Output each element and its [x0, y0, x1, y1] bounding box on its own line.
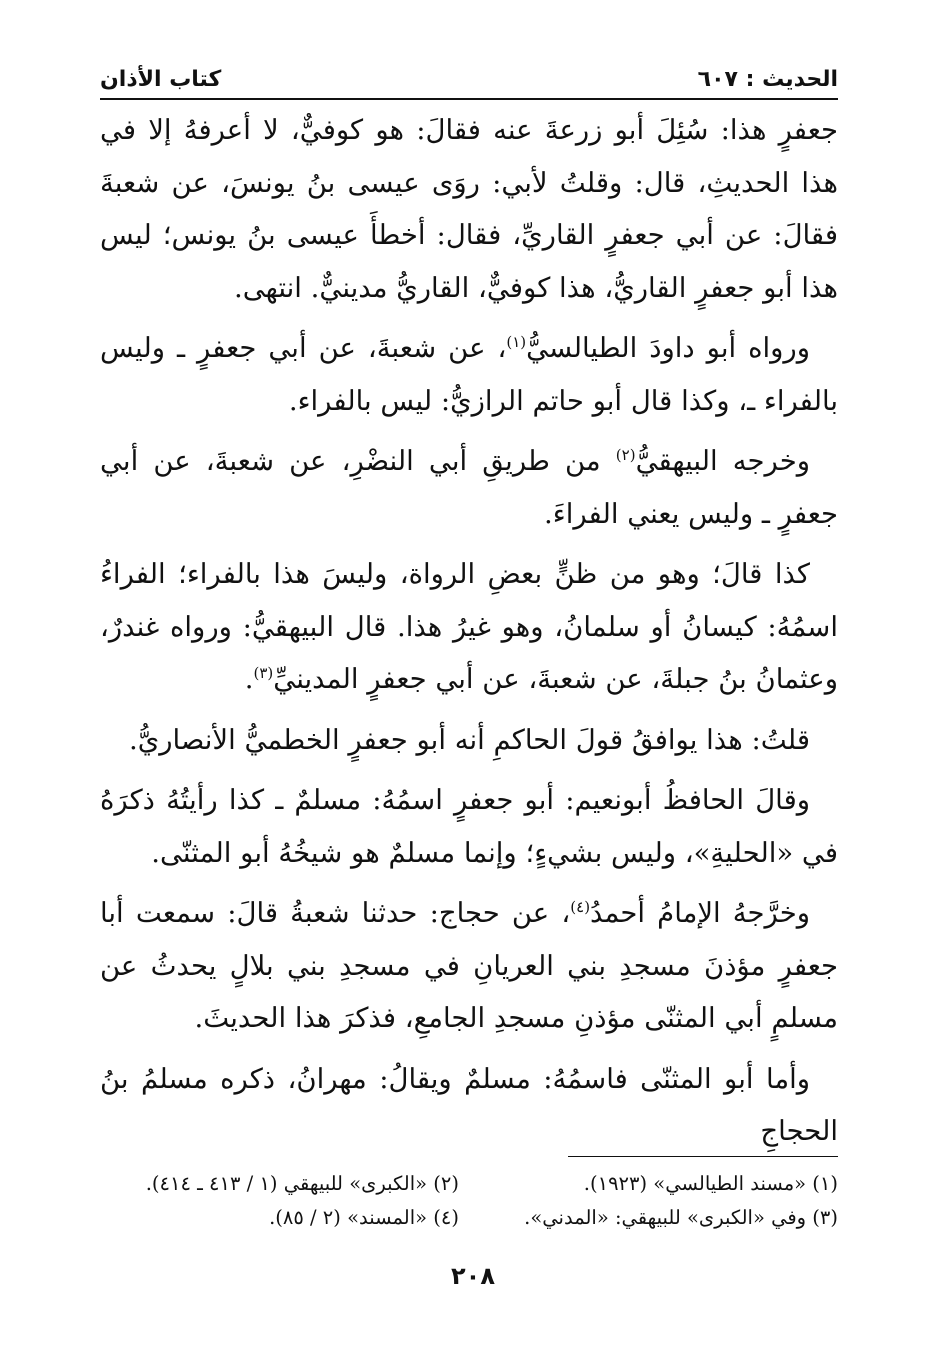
- hadith-number: الحديث : ٦٠٧: [697, 67, 838, 92]
- footnotes: [100, 1167, 838, 1235]
- footnote-2: (٢) «الكبرى» للبيهقي (١ / ٤١٣ ـ ٤١٤).: [145, 1172, 459, 1195]
- paragraph-6: وقالَ الحافظُ أبونعيم: أبو جعفرٍ اسمُهُ: مسلمٌ ـ كذا رأيتُهُ ذكرَهُ في «الحليةِ»، وليس بشيءٍ؛ وإنما مسلمٌ هو شيخُهُ أبو المثنّى.: [100, 784, 838, 869]
- paragraph-2: ورواه أبو داودَ الطيالسيُّ$^{(١)}$، عن شعبةَ، عن أبي جعفرٍ ـ وليس بالفراء ـ، وكذا قال أبو حاتم الرازيُّ: ليس بالفراء.: [100, 332, 838, 417]
- paragraph-5: قلتُ: هذا يوافقُ قولَ الحاكمِ أنه أبو جعفرٍ الخطميُّ الأنصاريُّ.: [128, 723, 810, 756]
- paragraph-8: وأما أبو المثنّى فاسمُهُ: مسلمٌ ويقالُ: مهرانُ، ذكره مسلمُ بنُ الحجاجِ: [100, 1062, 838, 1147]
- footnote-3: (٣) وفي «الكبرى» للبيهقي: «المدني».: [524, 1206, 838, 1229]
- footnote-marker-4[interactable]: (٤): [570, 897, 591, 916]
- footnote-1: (١) «مسند الطيالسي» (١٩٢٣).: [583, 1172, 838, 1195]
- page-number: ٢٠٨: [451, 1262, 495, 1290]
- footnote-marker-1[interactable]: (١): [506, 332, 527, 351]
- running-header: [100, 52, 838, 100]
- paragraph-3: وخرجه البيهقيُّ$^{(٢)}$ من طريقِ أبي النضْرِ، عن شعبةَ، عن أبي جعفرٍ ـ وليس يعني الفراءَ.: [100, 445, 838, 530]
- paragraph-4: كذا قالَ؛ وهو من ظنٍّ بعضِ الرواة، وليسَ هذا بالفراء؛ الفراءُ اسمُهُ: كيسانُ أو سلمانُ، وهو غيرُ هذا. قال البيهقيُّ: ورواه غندرٌ، وعثمانُ بنُ جبلةَ، عن شعبةَ، عن أبي جعفرٍ المدينيِّ$^{(٣)}$.: [100, 558, 838, 695]
- footnote-marker-2[interactable]: (٢): [615, 445, 636, 464]
- main-text: [100, 104, 838, 1166]
- chapter-title: كتاب الأذان: [100, 67, 222, 92]
- footnote-divider: [568, 1156, 838, 1157]
- footnote-marker-3[interactable]: (٣): [253, 663, 274, 682]
- paragraph-7: وخرَّجهُ الإمامُ أحمدُ$^{(٤)}$، عن حجاج: حدثنا شعبةُ قالَ: سمعت أبا جعفرٍ مؤذنَ مسجدِ بني العريانِ في مسجدِ بني بلالٍ يحدثُ عن مسلمٍ أبي المثنّى مؤذنِ مسجدِ الجامعِ، فذكرَ هذا الحديثَ.: [100, 897, 838, 1034]
- paragraph-1: جعفرٍ هذا: سُئِلَ أبو زرعةَ عنه فقالَ: هو كوفيٌّ، لا أعرفهُ إلا في هذا الحديثِ، قال: وقلتُ لأبي: روَى عيسى بنُ يونسَ، عن شعبةَ فقالَ: عن أبي جعفرٍ القاريِّ، فقال: أخطأَ عيسى بنُ يونس؛ ليس هذا أبو جعفرٍ القاريُّ، هذا كوفيٌّ، القاريُّ مدينيٌّ. انتهى.: [100, 114, 838, 304]
- footnote-4: (٤) «المسند» (٢ / ٨٥).: [269, 1206, 459, 1229]
